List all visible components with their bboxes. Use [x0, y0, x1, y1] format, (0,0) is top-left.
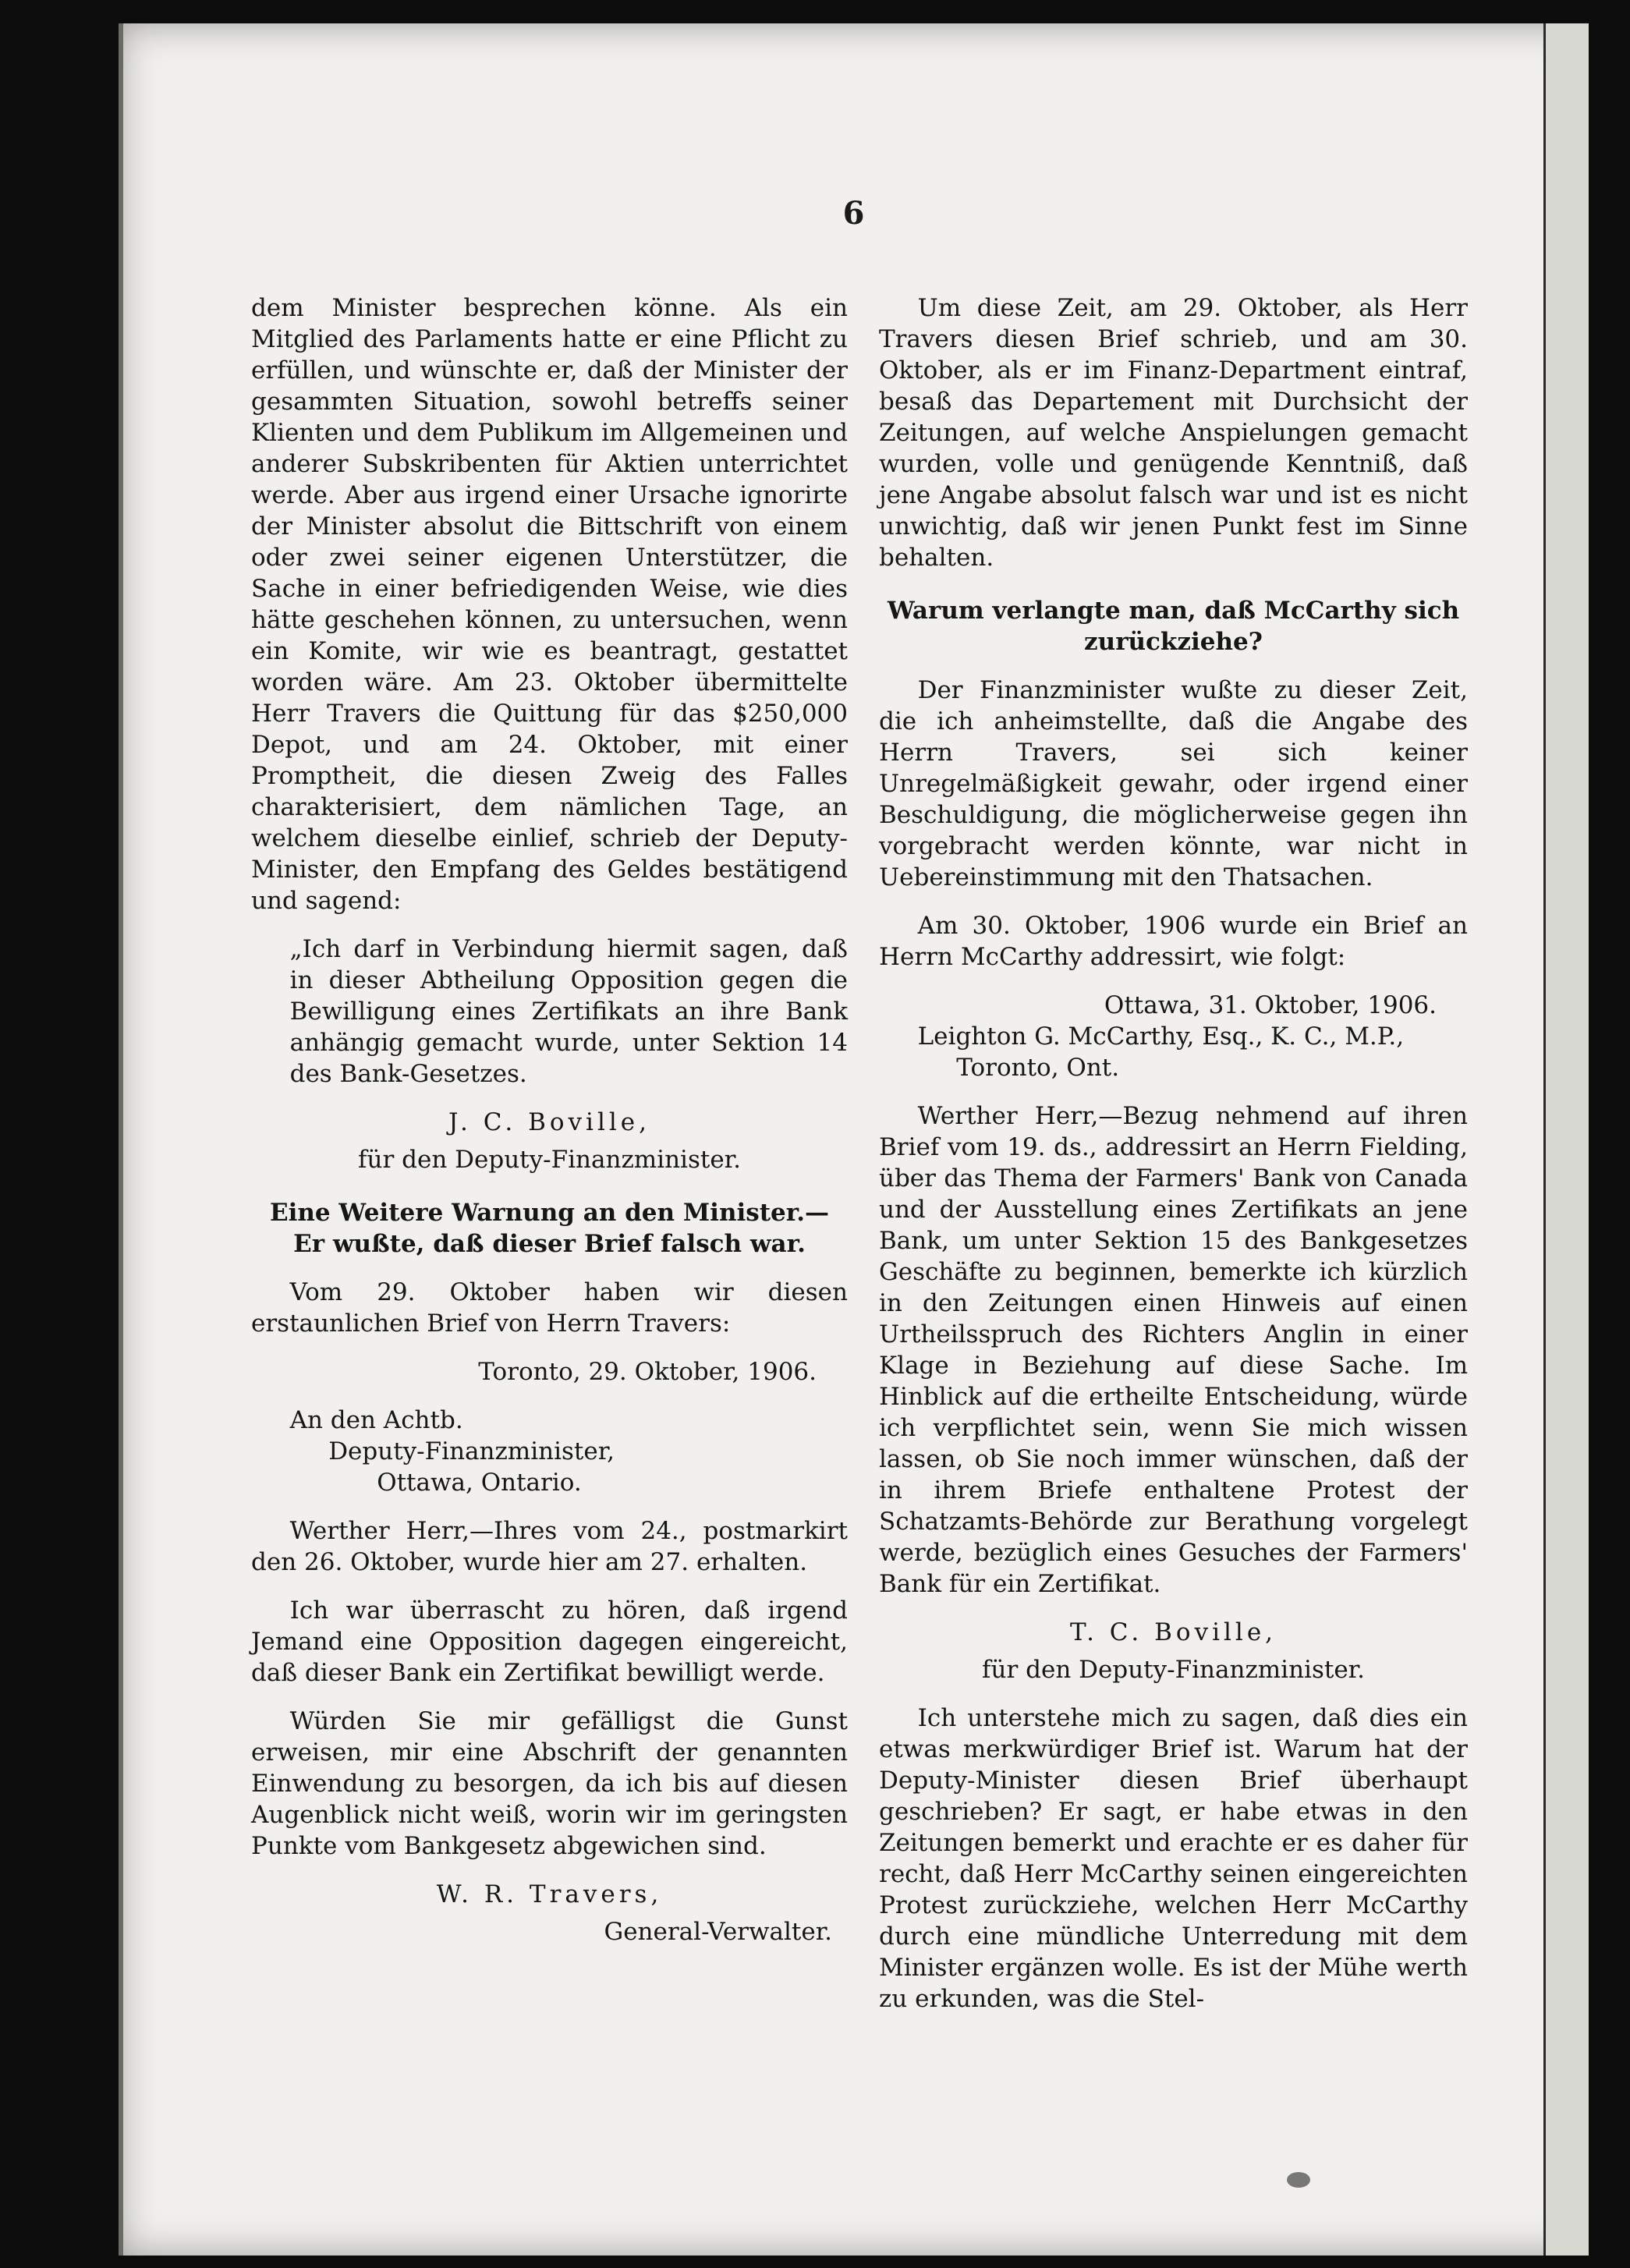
paragraph: Der Finanzminister wußte zu dieser Zeit, die ich anheimstellte, daß die Angabe des Herrn Travers, sei sich keiner Unregelmäßigkeit gewahr, oder irgend einer Beschuldigung, die möglicherweise gegen ihn vorgebracht werden könnte, war nicht in Uebereinstimmung mit den Thatsachen. — [879, 676, 1468, 891]
section-heading-line: Er wußte, daß dieser Brief falsch war. — [293, 1230, 806, 1258]
paragraph: dem Minister besprechen könne. Als ein Mitglied des Parlaments hatte er eine Pflicht zu erfüllen, und wünschte er, daß der Minister der gesammten Situation, sowohl betreffs seiner Klienten und dem Publikum im Allgemeinen und anderer Subskribenten für Aktien unterrichtet werde. Aber aus irgend einer Ursache ignorirte der Minister absolut die Bittschrift von einem oder zwei seiner eigenen Unterstützer, die Sache in einer befriedigenden Weise, wie dies hätte geschehen können, zu untersuchen, wenn ein Komite, wir wie es beantragt, gestattet worden wäre. Am 23. Oktober übermittelte Herr Travers die Quittung für das $250,000 Depot, und am 24. Oktober, mit einer Promptheit, die diesen Zweig des Falles charakterisiert, dem nämlichen Tage, an welchem dieselbe einlief, schrieb der Deputy-Minister, den Empfang des Geldes bestätigend und sagend: — [251, 294, 848, 915]
section-heading — [251, 1197, 848, 1260]
letter-paragraph: Würden Sie mir gefälligst die Gunst erweisen, mir eine Abschrift der genannten Einwendung zu besorgen, da ich bis auf diesen Augenblick nicht weiß, worin wir im geringsten Punkte vom Bankgesetz abgewichen sind. — [251, 1707, 848, 1860]
paragraph: Am 30. Oktober, 1906 wurde ein Brief an Herrn McCarthy addressirt, wie folgt: — [879, 912, 1468, 971]
quoted-letter: „Ich darf in Verbindung hiermit sagen, daß in dieser Abtheilung Opposition gegen die Bewilligung eines Zertifikats an ihre Bank anhängig gemacht wurde, unter Sektion 14 des Bank-Gesetzes. — [289, 935, 848, 1088]
signature-role: für den Deputy-Finanzminister. — [358, 1146, 741, 1174]
letter-address-line: An den Achtb. — [289, 1406, 463, 1434]
signature-role: für den Deputy-Finanzminister. — [982, 1656, 1365, 1684]
section-heading-line: zurückziehe? — [1084, 628, 1263, 656]
page-right-edge — [1543, 23, 1589, 2256]
letter-paragraph: Ich war überrascht zu hören, daß irgend Jemand eine Opposition dagegen eingereicht, daß dieser Bank ein Zertifikat bewilligt werde. — [251, 1596, 848, 1687]
paragraph: Ich unterstehe mich zu sagen, daß dies ein etwas merkwürdiger Brief ist. Warum hat der Deputy-Minister diesen Brief überhaupt geschrieben? Er sagt, er habe etwas in den Zeitungen bemerkt und erachte er es daher für recht, daß Herr McCarthy seinen eingereichten Protest zurückziehe, welchen Herr McCarthy durch eine mündliche Unterredung mit dem Minister ergänzen wolle. Es ist der Mühe werth zu erkunden, was die Stel- — [879, 1704, 1468, 2013]
letter-place-date: Ottawa, 31. Oktober, 1906. — [1104, 991, 1437, 1019]
document-page — [119, 23, 1589, 2256]
letter-paragraph: Werther Herr,—Bezug nehmend auf ihren Brief vom 19. ds., addressirt an Herrn Fielding, über das Thema der Farmers' Bank von Canada und der Ausstellung eines Zertifikats an jene Bank, um unter Sektion 15 des Bankgesetzes Geschäfte zu beginnen, bemerkte ich kürzlich in den Zeitungen einen Hinweis auf einen Urtheilsspruch des Richters Anglin in einer Klage in Beziehung auf diese Sache. Im Hinblick auf die ertheilte Entscheidung, würde ich verpflichtet sein, wenn Sie mich wissen lassen, ob Sie noch immer wünschen, daß der in ihrem Briefe enthaltene Protest der Schatzamts-Behörde zur Berathung vorgelegt werde, bezüglich eines Gesuches der Farmers' Bank für ein Zertifikat. — [879, 1102, 1468, 1598]
paragraph: Vom 29. Oktober haben wir diesen erstaunlichen Brief von Herrn Travers: — [251, 1278, 848, 1338]
letter-address-line: Leighton G. McCarthy, Esq., K. C., M.P., — [917, 1022, 1405, 1051]
letter-paragraph: Werther Herr,—Ihres vom 24., postmarkirt den 26. Oktober, wurde hier am 27. erhalten. — [251, 1517, 848, 1576]
paragraph: Um diese Zeit, am 29. Oktober, als Herr Travers diesen Brief schrieb, und am 30. Oktober, als er im Finanz-Department eintraf, besaß das Departement mit Durchsicht der Zeitungen, auf welche Anspielungen gemacht wurden, volle und genügende Kenntniß, daß jene Angabe absolut falsch war und ist es nicht unwichtig, daß wir jenen Punkt fest im Sinne behalten. — [879, 294, 1468, 572]
section-heading-line: Warum verlangte man, daß McCarthy sich — [887, 597, 1460, 625]
section-heading — [879, 595, 1468, 657]
letter-address-line: Toronto, Ont. — [956, 1054, 1120, 1082]
letter-address-line: Ottawa, Ontario. — [377, 1469, 582, 1497]
letter-address-line: Deputy-Finanzminister, — [328, 1437, 615, 1465]
signature-name: T. C. Boville, — [1069, 1618, 1277, 1646]
signature-role: General-Verwalter. — [604, 1918, 832, 1946]
page-left-edge — [119, 23, 123, 2256]
section-heading-line: Eine Weitere Warnung an den Minister.— — [269, 1199, 830, 1227]
letter-place-date: Toronto, 29. Oktober, 1906. — [478, 1358, 817, 1386]
left-column — [251, 292, 848, 1947]
scan-smudge — [1287, 2172, 1310, 2188]
signature-name: J. C. Boville, — [448, 1108, 650, 1136]
signature-name: W. R. Travers, — [436, 1880, 663, 1908]
page-number: 6 — [842, 195, 865, 232]
right-column — [879, 292, 1468, 2015]
